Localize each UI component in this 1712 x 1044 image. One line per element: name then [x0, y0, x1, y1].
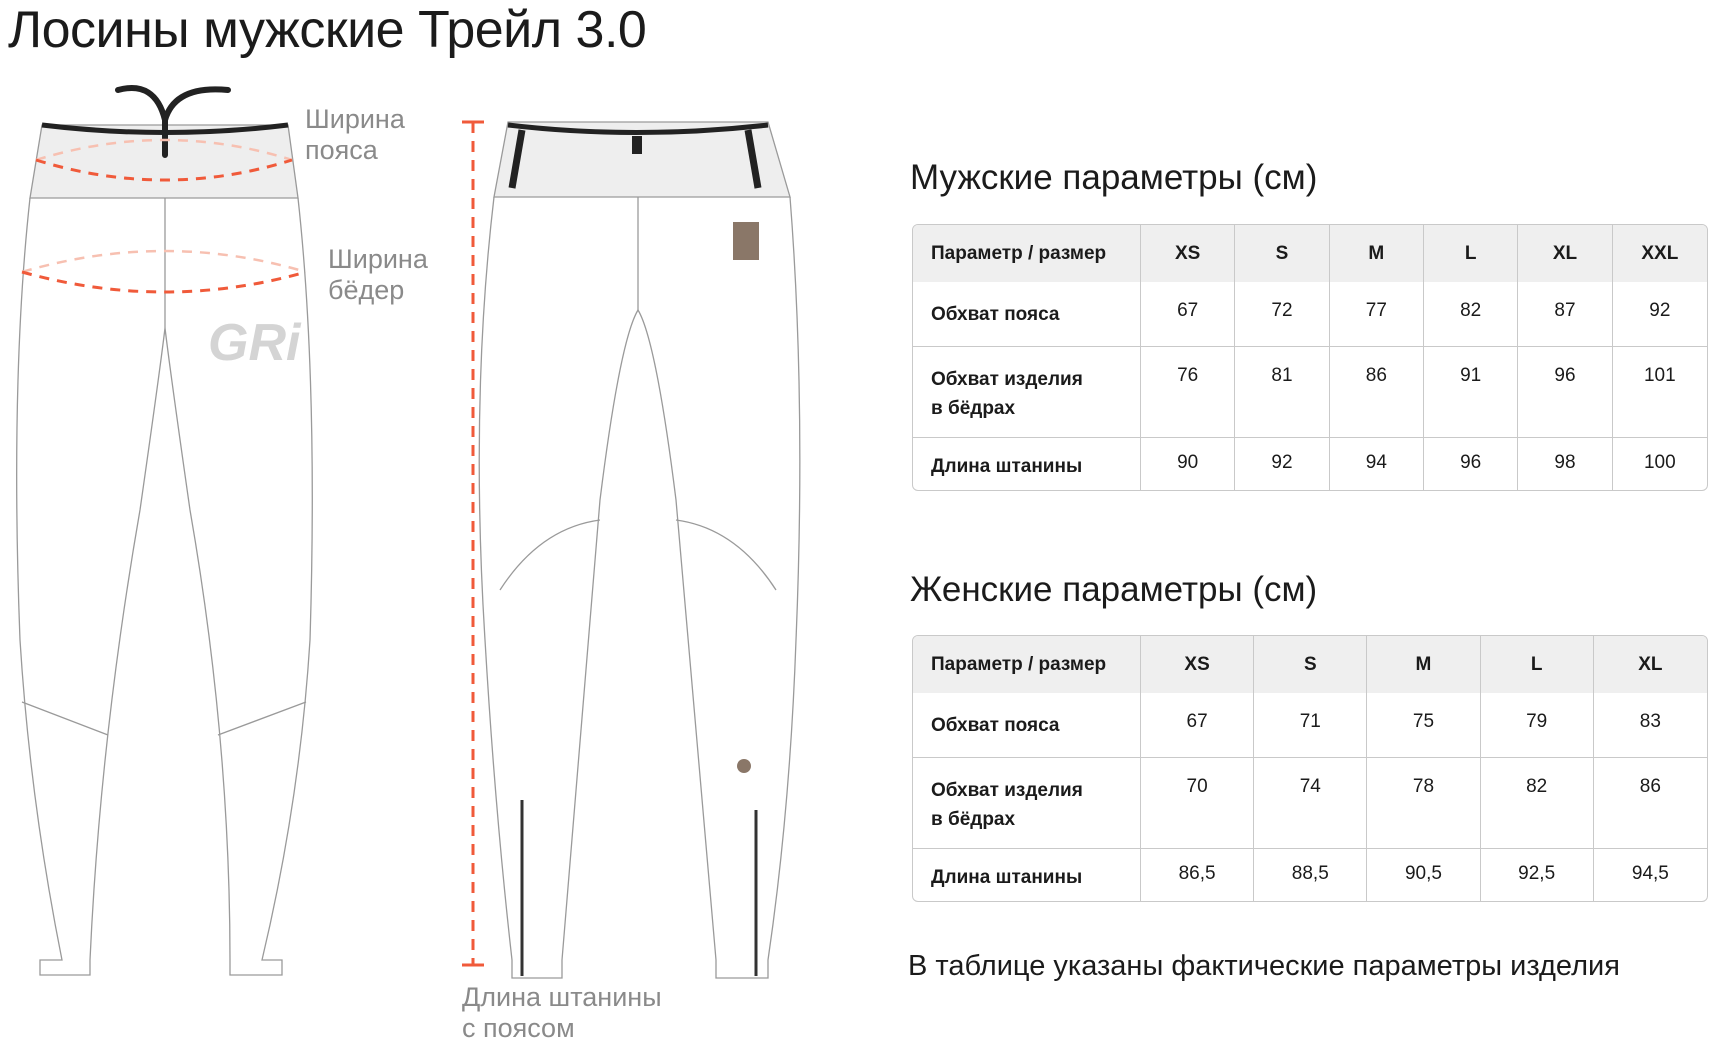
value-cell: 70: [1141, 758, 1254, 849]
waist-label: Ширина пояса: [305, 104, 405, 165]
value-cell: 86,5: [1141, 849, 1254, 901]
table-header-row: [913, 636, 1707, 693]
param-cell: Обхват пояса: [913, 693, 1141, 758]
value-cell: 96: [1424, 438, 1518, 490]
value-cell: 81: [1235, 347, 1329, 438]
value-cell: 92,5: [1481, 849, 1594, 901]
back-legs-outline: [479, 197, 800, 978]
value-cell: 82: [1481, 758, 1594, 849]
value-cell: 92: [1235, 438, 1329, 490]
logo: GRi: [208, 314, 301, 372]
value-cell: 98: [1518, 438, 1612, 490]
header-cell: L: [1424, 225, 1518, 282]
value-cell: 100: [1643, 452, 1676, 473]
value-cell: 74: [1254, 758, 1367, 849]
value-cell: 79: [1481, 693, 1594, 758]
header-cell: XS: [1141, 636, 1254, 693]
header-cell: XS: [1141, 225, 1235, 282]
table-row: [913, 347, 1707, 438]
value-cell: 94,5: [1631, 863, 1669, 884]
header-cell: XL: [1594, 636, 1707, 693]
header-cell: S: [1254, 636, 1367, 693]
length-label: Длина штанины с поясом: [462, 982, 662, 1043]
param-cell: Обхват изделия в бёдрах: [913, 758, 1141, 849]
page-title: Лосины мужские Трейл 3.0: [8, 1, 647, 59]
hips-measure-line: [22, 272, 306, 292]
women-size-table: [912, 635, 1708, 902]
value-cell: 86: [1594, 758, 1707, 849]
leggings-diagram: [0, 80, 900, 1043]
value-cell: 83: [1594, 693, 1707, 758]
header-cell: XXL: [1613, 225, 1707, 282]
value-cell: 77: [1330, 282, 1424, 347]
value-cell: 92: [1613, 282, 1707, 347]
value-cell: 78: [1367, 758, 1480, 849]
table-row: [913, 438, 1707, 490]
reflective-dot: [737, 759, 751, 773]
men-table-title: Мужские параметры (см): [910, 158, 1318, 197]
men-size-table: [912, 224, 1708, 491]
table-row: [913, 282, 1707, 347]
hips-label: Ширина бёдер: [328, 244, 428, 305]
value-cell: 71: [1254, 693, 1367, 758]
value-cell: 94: [1330, 438, 1424, 490]
front-view: [17, 88, 313, 975]
table-header-row: [913, 225, 1707, 282]
value-cell: 67: [1141, 282, 1235, 347]
table-note: В таблице указаны фактические параметры изделия: [908, 950, 1620, 982]
value-cell: 86: [1330, 347, 1424, 438]
value-cell: 91: [1424, 347, 1518, 438]
value-cell: 88,5: [1254, 849, 1367, 901]
value-cell: 90: [1141, 438, 1235, 490]
header-cell: S: [1235, 225, 1329, 282]
header-cell: L: [1481, 636, 1594, 693]
header-cell: Параметр / размер: [913, 225, 1141, 282]
value-cell: 76: [1141, 347, 1235, 438]
header-cell: Параметр / размер: [913, 636, 1141, 693]
back-view: [479, 122, 800, 978]
header-cell: XL: [1518, 225, 1612, 282]
param-cell: Обхват пояса: [913, 282, 1141, 347]
leggings-drawing: [0, 80, 900, 1040]
value-cell: 87: [1518, 282, 1612, 347]
param-cell: Обхват изделия в бёдрах: [913, 347, 1141, 438]
param-cell: Длина штанины: [913, 849, 1141, 901]
value-cell: 96: [1518, 347, 1612, 438]
table-row: [913, 758, 1707, 849]
header-cell: M: [1367, 636, 1480, 693]
value-cell: 67: [1141, 693, 1254, 758]
value-cell: 82: [1424, 282, 1518, 347]
value-cell: 101: [1613, 347, 1707, 438]
table-row: [913, 693, 1707, 758]
women-table-title: Женские параметры (см): [910, 570, 1318, 609]
param-cell: Длина штанины: [913, 438, 1141, 490]
back-patch: [733, 222, 759, 260]
value-cell: 90,5: [1367, 849, 1480, 901]
value-cell: 72: [1235, 282, 1329, 347]
header-cell: M: [1330, 225, 1424, 282]
table-row: [913, 849, 1707, 901]
value-cell: 75: [1367, 693, 1480, 758]
